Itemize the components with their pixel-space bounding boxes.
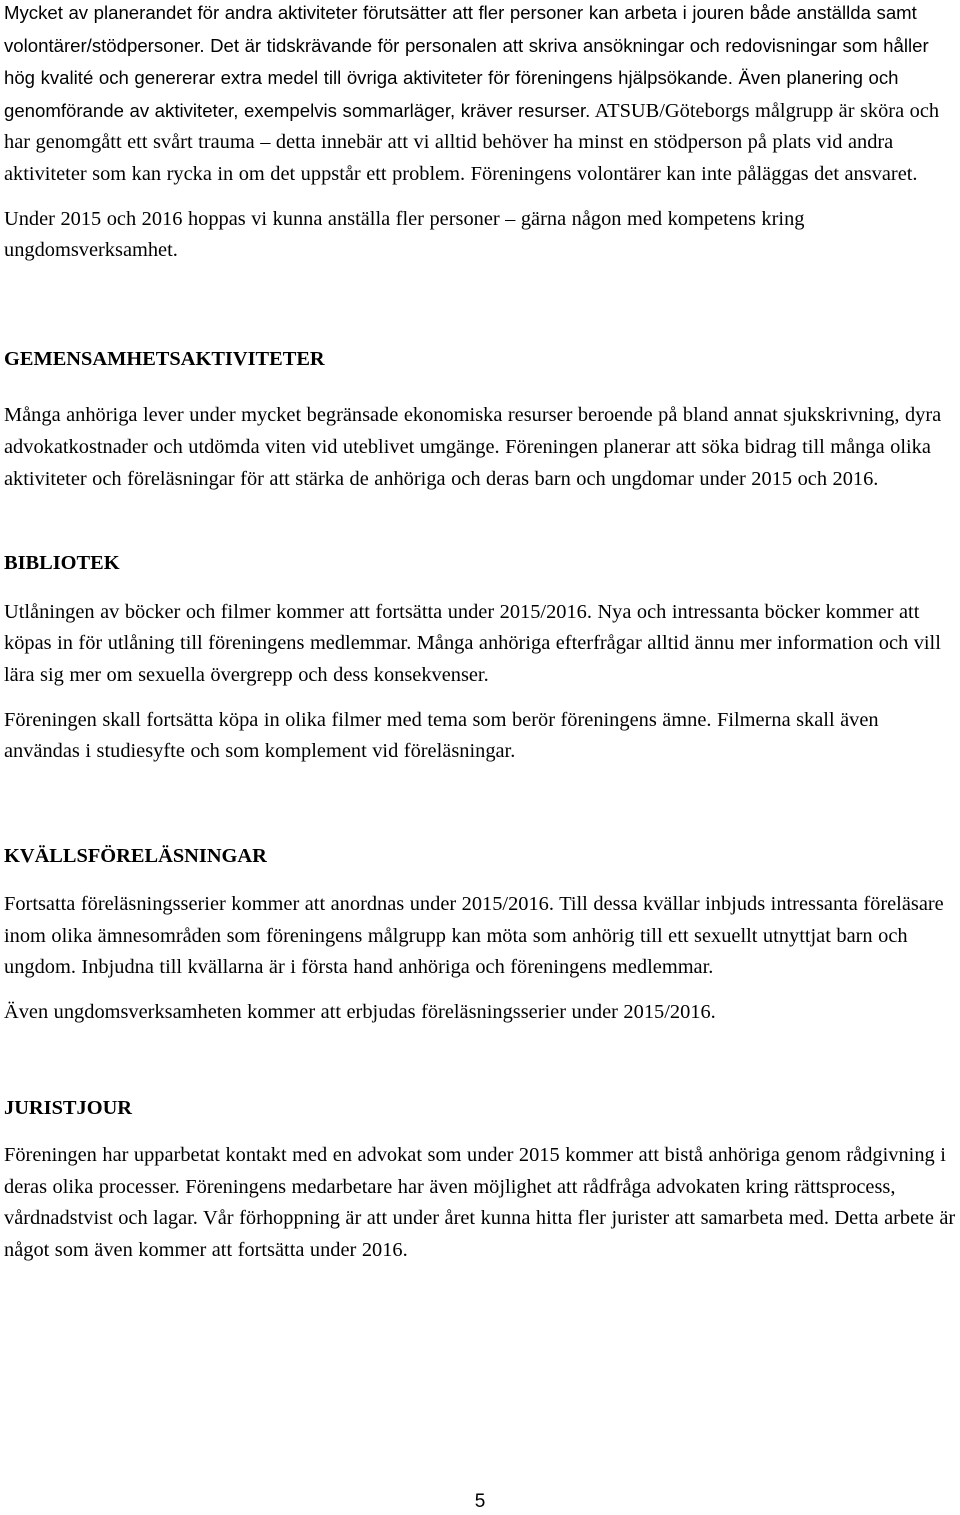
bibliotek-paragraph-1: Utlåningen av böcker och filmer kommer att fortsätta under 2015/2016. Nya och intressanta böcker kommer att köpas in för utlåning till föreningens medlemmar. Många anhöriga efterfrågar alltid ännu mer information och vill lära sig mer om sexuella övergrepp och dess konsekvenser. bbox=[4, 600, 941, 686]
section-heading-kvallsforelasningar: KVÄLLSFÖRELÄSNINGAR bbox=[4, 844, 267, 867]
gemensamhet-paragraph-1: Många anhöriga lever under mycket begränsade ekonomiska resurser beroende på bland annat sjukskrivning, dyra advokatkostnader och utdömda viten vid uteblivet umgänge. Föreningen planerar att söka bidrag till många olika aktiviteter och föreläsningar för att stärka de anhöriga och deras barn och ungdomar under 2015 och 2016. bbox=[4, 404, 942, 490]
intro-paragraph-1-sans-part: Mycket av planerandet för andra aktiviteter förutsätter att fler personer kan arbeta i jouren både anställda samt volontärer/stödpersoner. Det är tidskrävande för personalen att skriva ansökningar och redovisningar som håller hög kvalité och genererar extra medel till övriga aktiviteter för föreningens hjälpsökande. Även planering och genomförande av aktiviteter, exempelvis sommarläger, kräver resurser. bbox=[4, 2, 929, 121]
page-number: 5 bbox=[474, 1491, 486, 1512]
kvall-paragraph-1: Fortsatta föreläsningsserier kommer att anordnas under 2015/2016. Till dessa kvällar inbjuds intressanta föreläsare inom olika ämnesområden som föreningens målgrupp kan möta som anhörig till ett sexuellt utnyttjat barn och ungdom. Inbjudna till kvällarna är i första hand anhöriga och föreningens medlemmar. bbox=[4, 893, 944, 979]
section-heading-juristjour: JURISTJOUR bbox=[4, 1096, 133, 1119]
intro-paragraph-1 bbox=[4, 0, 956, 191]
document-page bbox=[4, 0, 956, 1267]
section-heading-bibliotek: BIBLIOTEK bbox=[4, 552, 120, 575]
bibliotek-paragraph-2: Föreningen skall fortsätta köpa in olika filmer med tema som berör föreningens ämne. Filmerna skall även användas i studiesyfte och som komplement vid föreläsningar. bbox=[4, 708, 879, 763]
intro-paragraph-1-serif-part: ATSUB/Göteborgs målgrupp är sköra och har genomgått ett svårt trauma – detta innebär att vi alltid behöver ha minst en stödperson på plats vid andra aktiviteter som kan rycka in om det uppstår ett problem. Föreningens volontärer kan inte påläggas det ansvaret. bbox=[4, 99, 940, 185]
jurist-paragraph-1: Föreningen har upparbetat kontakt med en advokat som under 2015 kommer att bistå anhöriga genom rådgivning i deras olika processer. Föreningens medarbetare har även möjlighet att rådfråga advokaten kring rättsprocess, vårdnadstvist och lagar. Vår förhoppning är att under året kunna hitta fler jurister att samarbeta med. Detta arbete är något som även kommer att fortsätta under 2016. bbox=[4, 1144, 956, 1262]
section-heading-gemensamhetsaktiviteter: GEMENSAMHETSAKTIVITETER bbox=[4, 347, 325, 370]
intro-paragraph-2: Under 2015 och 2016 hoppas vi kunna anställa fler personer – gärna någon med kompetens kring ungdomsverksamhet. bbox=[4, 207, 805, 262]
kvall-paragraph-2: Även ungdomsverksamheten kommer att erbjudas föreläsningsserier under 2015/2016. bbox=[4, 1001, 716, 1024]
